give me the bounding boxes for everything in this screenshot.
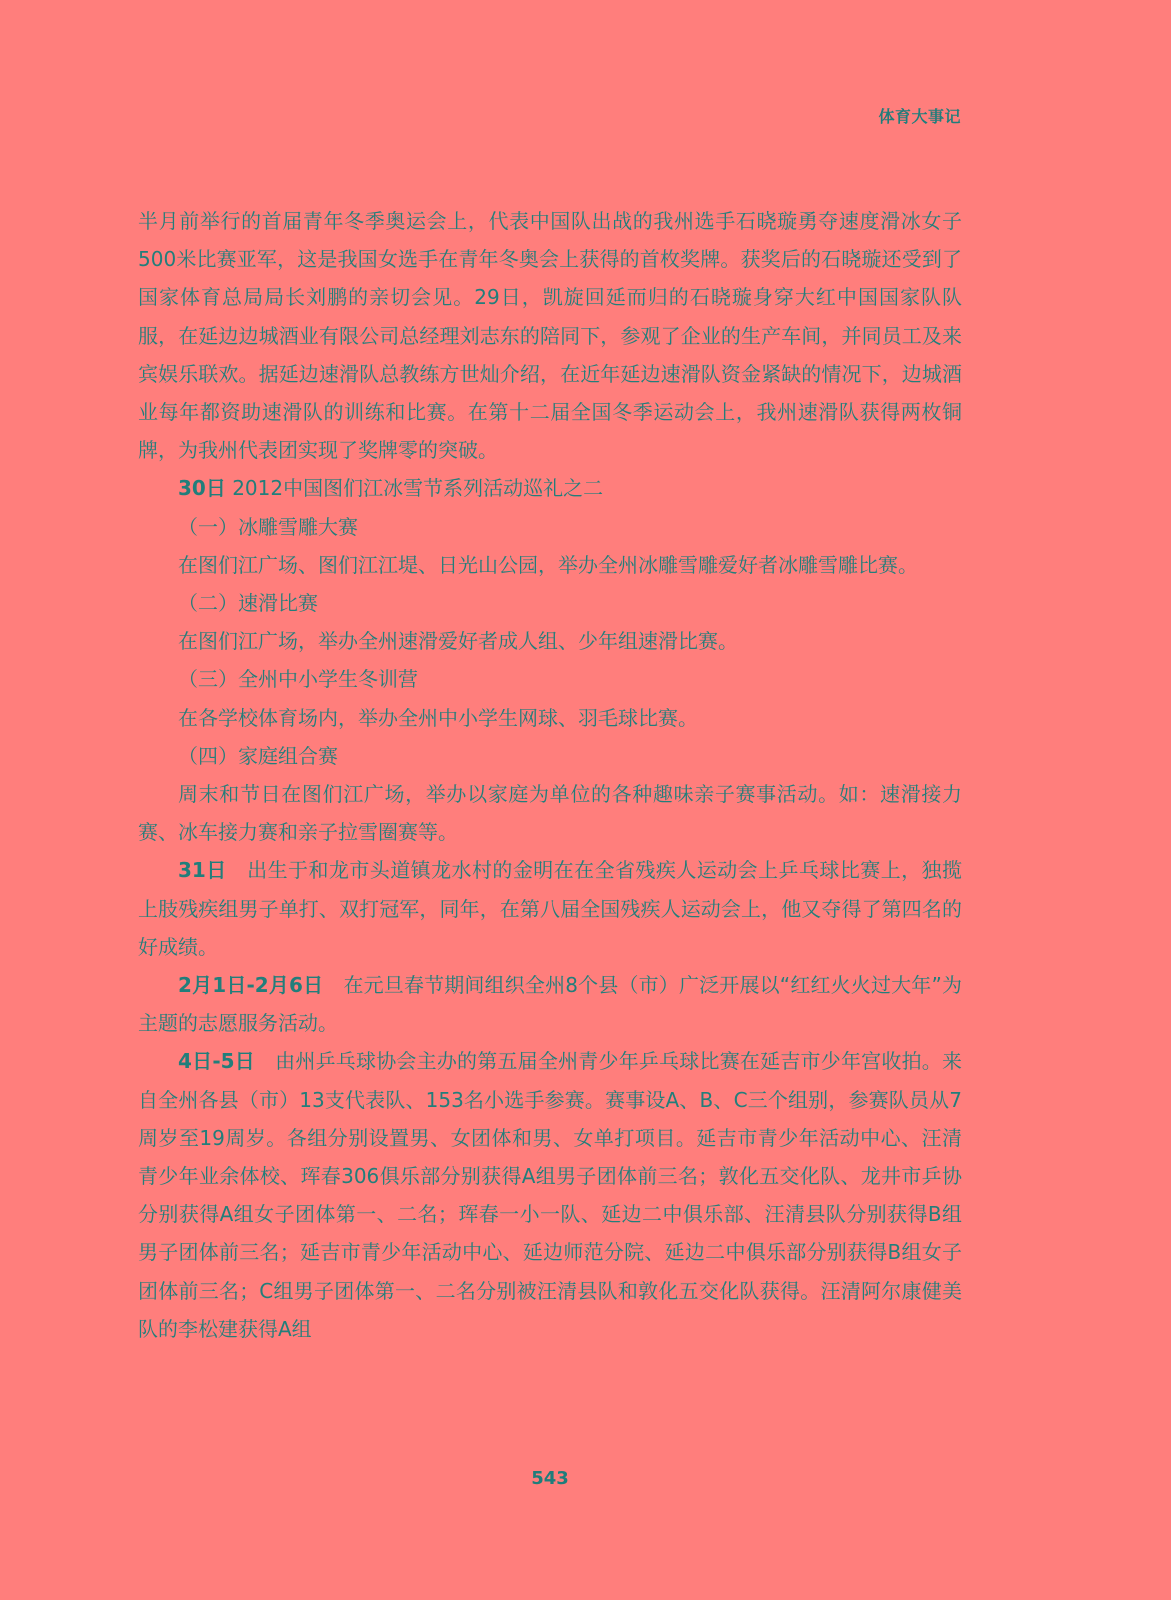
subheading [138,660,962,698]
entry-date: 2月1日-2月6日 [178,973,324,998]
paragraph-text: 在图们江广场、图们江江堤、日光山公园，举办全州冰雕雪雕爱好者冰雕雪雕比赛。 [178,552,918,577]
paragraph-text: 在元旦春节期间组织全州8个县（市）广泛开展以“红红火火过大年”为主题的志愿服务活动。 [138,973,962,1036]
entry-date: 31日 [178,858,227,883]
entry-date: 4日-5日 [178,1049,255,1074]
entry-date: 30日 [178,476,226,501]
paragraph-text: （一）冰雕雪雕大赛 [178,514,358,539]
paragraph-text: （四）家庭组合赛 [178,743,338,768]
paragraph-text: 出生于和龙市头道镇龙水村的金明在在全省残疾人运动会上乒乓球比赛上，独揽上肢残疾组男子单打、双打冠军，同年，在第八届全国残疾人运动会上，他又夺得了第四名的好成绩。 [138,858,963,959]
paragraph [138,699,962,737]
body-text [138,202,962,1348]
paragraph-entry [138,966,962,1042]
paragraph [138,775,962,851]
paragraph-text: 2012中国图们江冰雪节系列活动巡礼之二 [225,476,604,501]
paragraph-entry [138,469,962,507]
paragraph-text: 周末和节日在图们江广场，举办以家庭为单位的各种趣味亲子赛事活动。如：速滑接力赛、冰车接力赛和亲子拉雪圈赛等。 [138,782,962,845]
paragraph-text: （二）速滑比赛 [178,591,318,616]
subheading [138,737,962,775]
paragraph-text: 在各学校体育场内，举办全州中小学生网球、羽毛球比赛。 [178,705,698,730]
paragraph-entry [138,1042,962,1348]
paragraph-text: 半月前举行的首届青年冬季奥运会上，代表中国队出战的我州选手石晓璇勇夺速度滑冰女子500米比赛亚军，这是我国女选手在青年冬奥会上获得的首枚奖牌。获奖后的石晓璇还受到了国家体育总局局长刘鹏的亲切会见。29日，凯旋回延而归的石晓璇身穿大红中国国家队队服，在延边边城酒业有限公司总经理刘志东的陪同下，参观了企业的生产车间，并同员工及来宾娱乐联欢。据延边速滑队总教练方世灿介绍，在近年延边速滑队资金紧缺的情况下，边城酒业每年都资助速滑队的训练和比赛。在第十二届全国冬季运动会上，我州速滑队获得两枚铜牌，为我州代表团实现了奖牌零的突破。 [138,209,962,463]
paragraph [138,622,962,660]
paragraph-entry [138,851,962,966]
paragraph [138,546,962,584]
subheading [138,508,962,546]
paragraph-text: 由州乒乓球协会主办的第五届全州青少年乒乓球比赛在延吉市少年宫收拍。来自全州各县（市）13支代表队、153名小选手参赛。赛事设A、B、C三个组别，参赛队员从7周岁至19周岁。各组分别设置男、女团体和男、女单打项目。延吉市青少年活动中心、汪清青少年业余体校、珲春306俱乐部分别获得A组男子团体前三名；敦化五交化队、龙井市乒协分别获得A组女子团体第一、二名；珲春一小一队、延边二中俱乐部、汪清县队分别获得B组男子团体前三名；延吉市青少年活动中心、延边师范分院、延边二中俱乐部分别获得B组女子团体前三名；C组男子团体第一、二名分别被汪清县队和敦化五交化队获得。汪清阿尔康健美队的李松建获得A组 [138,1049,963,1341]
page-number: 543 [531,1468,569,1489]
paragraph-text: （三）全州中小学生冬训营 [178,667,418,692]
running-header: 体育大事记 [878,107,961,126]
subheading [138,584,962,622]
paragraph [138,202,962,469]
paragraph-text: 在图们江广场，举办全州速滑爱好者成人组、少年组速滑比赛。 [178,629,738,654]
